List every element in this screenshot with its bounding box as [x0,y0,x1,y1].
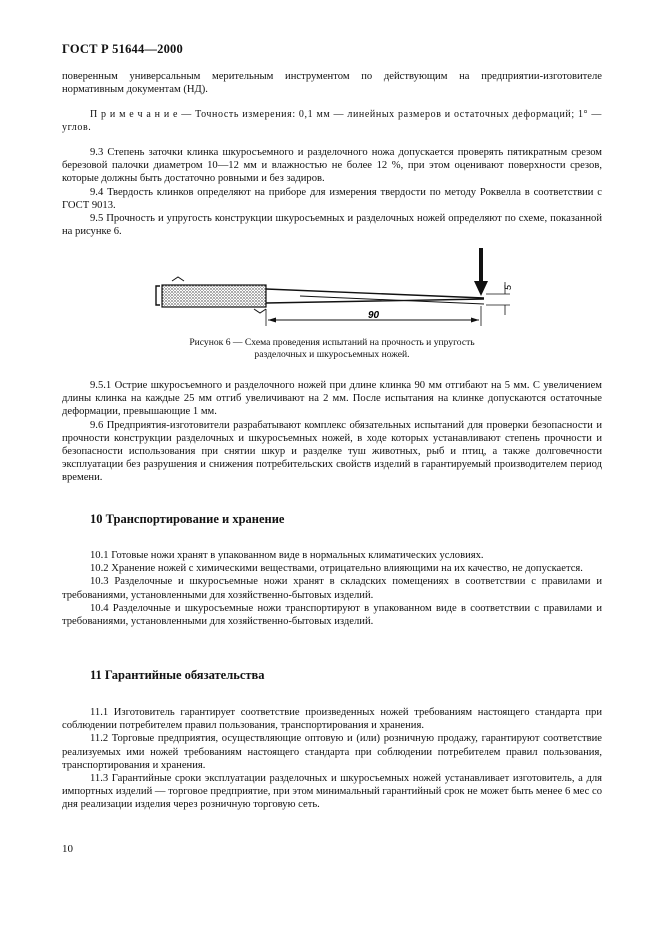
paragraph-11-1: 11.1 Изготовитель гарантирует соответствие произведенных ножей требованиям настоящего стандарта при соблюдении потребителем правил пользования, транспортирования и хранения. [62,707,602,732]
measurement-note: П р и м е ч а н и е — Точность измерения: 0,1 мм — линейных размеров и остаточных деформаций; 1° — углов. [62,109,602,134]
paragraph-10-3: 10.3 Разделочные и шкуросъемные ножи хранят в складских помещениях в соответствии с правилами и требованиями, установленными для хозяйственно-бытовых изделий. [62,576,602,601]
deflection-label: 5 [503,284,513,290]
section9-cont-block [62,379,602,485]
paragraph-10-2: 10.2 Хранение ножей с химическими веществами, отрицательно влияющими на их качество, не допускается. [90,563,583,575]
length-arrow-left [268,318,276,323]
paragraph-9-3: 9.3 Степень заточки клинка шкуросъемного и разделочного ножа допускается проверять пятикратным срезом березовой палочки диаметром 10—12 мм и влажностью не более 12 %, при этом оценивают поверхности срезов, которые должны быть достаточно ровными и без задиров. [62,147,602,185]
paragraph-9-5-1: 9.5.1 Острие шкуросъемного и разделочного ножей при длине клинка 90 мм отгибают на 5 мм. С увеличением длины клинка на каждые 25 мм отгиб увеличивают на 2 мм. После испытания на клинке допускаются остаточные деформации, превышающие 1 мм. [62,380,602,418]
paragraph-10-1: 10.1 Готовые ножи хранят в упакованном виде в нормальных климатических условиях. [90,550,484,561]
blade-upper-edge [266,289,484,298]
figure-caption [62,337,602,360]
caption-line-1: Рисунок 6 — Схема проведения испытаний на прочность и упругость [189,337,475,348]
caption-line-2: разделочных и шкуросъемных ножей. [254,348,410,360]
section11-block [62,706,602,812]
paragraph-continuation: поверенным универсальным мерительным инструментом по действующим на предприятии-изготовителе нормативным документам (НД). [62,71,602,96]
section-11-heading: 11 Гарантийные обязательства [90,668,265,682]
paragraph-11-2: 11.2 Торговые предприятия, осуществляющие оптовую и (или) розничную продажу, гарантируют соответствие реализуемых ими ножей требованиям настоящего стандарта при соблюдении потребителем правил пользования, транспортирования и хранения. [62,733,602,771]
length-label: 90 [368,310,380,321]
paragraph-9-6: 9.6 Предприятия-изготовители разрабатывают комплекс обязательных испытаний для проверки безопасности и прочности конструкции разделочных и шкуросъемных ножей, в ходе которых устанавливают степень прочности и безопасности использования при снятии шкур и разделке туш животных, рыб и птиц, а также долговечности эксплуатации без разрушения и снижения потребительских свойств изделий в гарантируемый производителем период времени. [62,419,602,484]
handle-mark-right [254,309,266,313]
page-number: 10 [62,843,73,855]
paragraph-9-4: 9.4 Твердость клинков определяют на приборе для измерения твердости по методу Роквелла в соответствии с ГОСТ 9013. [62,186,602,211]
section-10-heading: 10 Транспортирование и хранение [90,512,285,526]
knife-handle [162,285,266,307]
force-arrow-head [474,281,488,296]
clamp-bracket [156,286,160,305]
length-arrow-right [471,318,479,323]
section10-block [62,549,602,628]
standard-header: ГОСТ Р 51644—2000 [62,42,183,56]
paragraph-9-5: 9.5 Прочность и упругость конструкции шкуросъемных и разделочных ножей определяют по схеме, показанной на рисунке 6. [62,213,602,238]
paragraph-11-3: 11.3 Гарантийные сроки эксплуатации разделочных и шкуросъемных ножей устанавливает изготовитель, а для импортных изделий — торговое предприятие, при этом минимальный гарантийный срок не может быть менее 6 мес со дня реализации изделия через розничную торговую сеть. [62,773,602,811]
handle-mark-left [172,277,184,281]
paragraph-10-4: 10.4 Разделочные и шкуросъемные ножи транспортируют в упакованном виде в соответствии с правилами и требованиями, установленными для хозяйственно-бытовых изделий. [62,602,602,628]
